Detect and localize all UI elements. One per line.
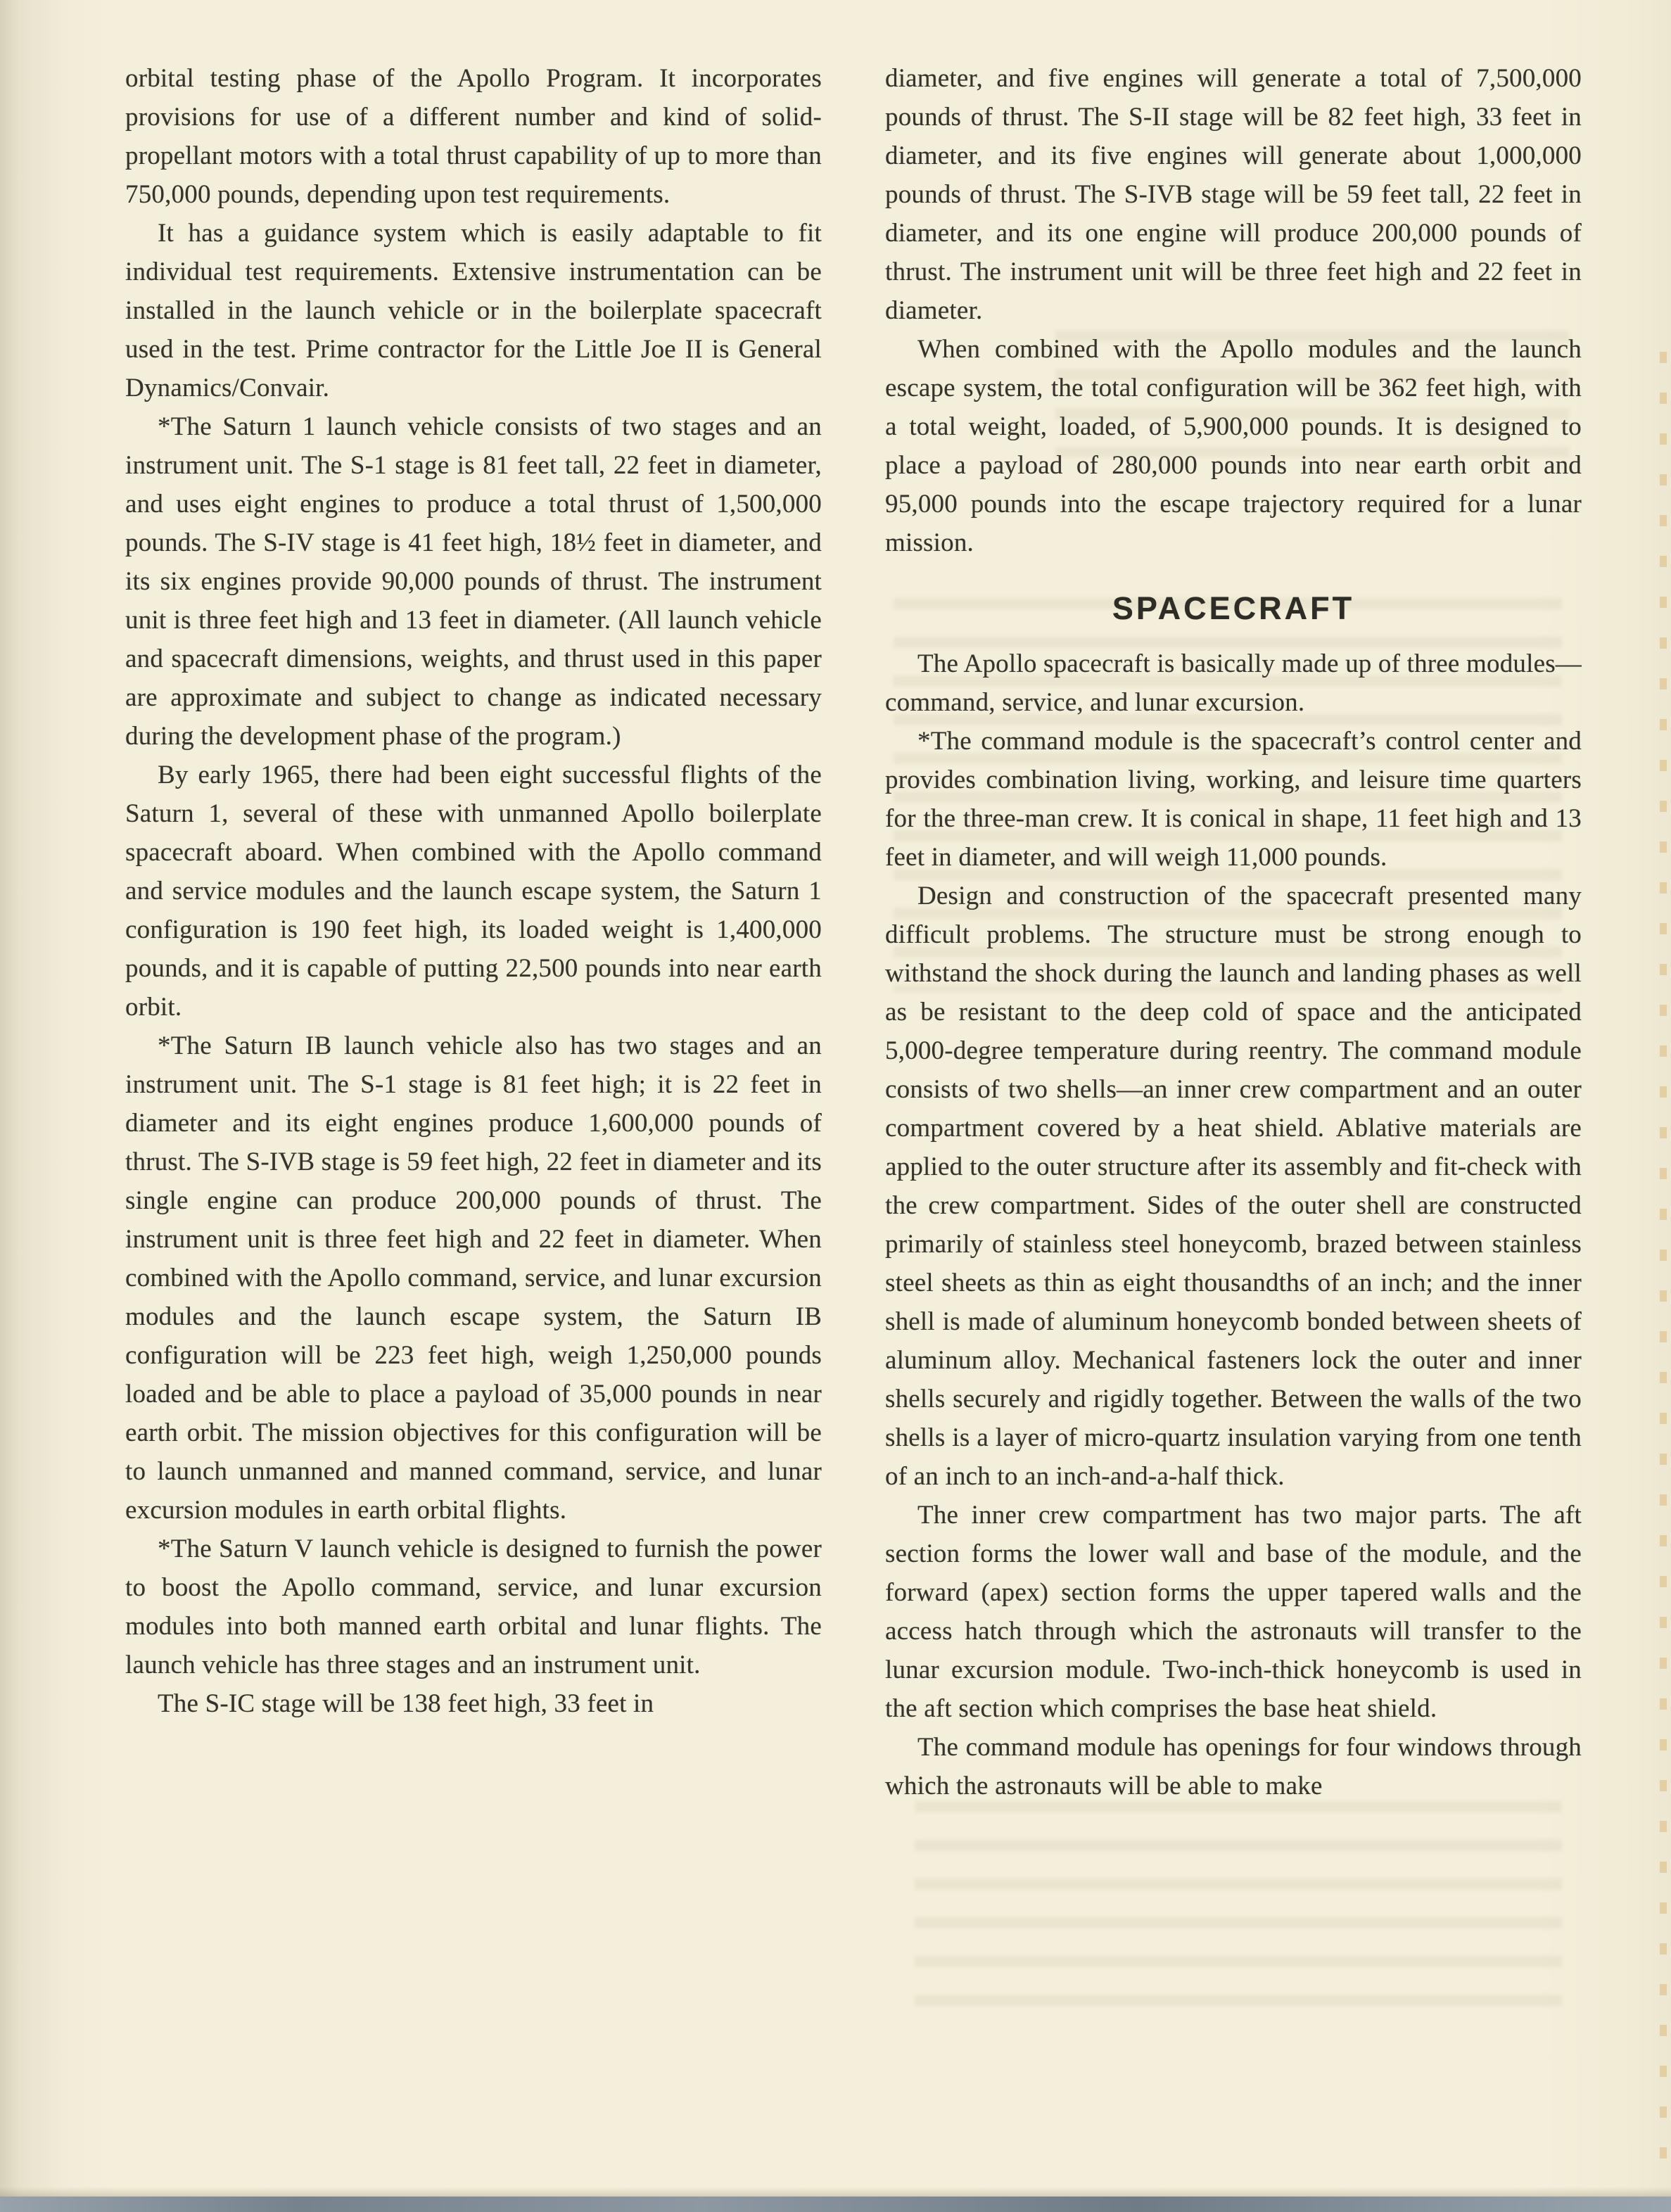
paragraph: diameter, and five engines will generate a total of 7,500,000 pounds of thrust. The S-II stage will be 82 feet high, 33 feet in diameter, and its five engines will generate about 1,000,000 pounds of thrust. The S-IVB stage will be 59 feet tall, 22 feet in diameter, and its one engine will produce 200,000 pounds of thrust. The instrument unit will be three feet high and 22 feet in diameter. <box>885 64 1582 325</box>
paragraph: It has a guidance system which is easily adaptable to fit individual test requirements. Extensive instrumentation can be installed in the launch vehicle or in the boilerplate spacecraft used in the test. Prime contractor for the Little Joe II is General Dynamics/Convair. <box>125 219 822 402</box>
left-column <box>125 59 822 1723</box>
paragraph: *The command module is the spacecraft’s control center and provides combination living, working, and leisure time quarters for the three-man crew. It is conical in shape, 11 feet high and 13 feet in diameter, and will weigh 11,000 pounds. <box>885 727 1582 872</box>
section-heading-spacecraft: SPACECRAFT <box>1112 590 1355 626</box>
paragraph: By early 1965, there had been eight successful flights of the Saturn 1, several of these with unmanned Apollo boilerplate spacecraft aboard. When combined with the Apollo command and service modules and the launch escape system, the Saturn 1 configuration is 190 feet high, its loaded weight is 1,400,000 pounds, and it is capable of putting 22,500 pounds into near earth orbit. <box>125 761 822 1022</box>
right-column <box>885 59 1582 1805</box>
paragraph: The command module has openings for four windows through which the astronauts will be able to make <box>885 1733 1582 1800</box>
paragraph: When combined with the Apollo modules and the launch escape system, the total configuration will be 362 feet high, with a total weight, loaded, of 5,900,000 pounds. It is designed to place a payload of 280,000 pounds into near earth orbit and 95,000 pounds into the escape trajectory required for a lunar mission. <box>885 335 1582 557</box>
paragraph: Design and construction of the spacecraft presented many difficult problems. The structure must be strong enough to withstand the shock during the launch and landing phases as well as be resistant to the deep cold of space and the anticipated 5,000-degree temperature during reentry. The command module consists of two shells—an inner crew compartment and an outer compartment covered by a heat shield. Ablative materials are applied to the outer structure after its assembly and fit-check with the crew compartment. Sides of the outer shell are constructed primarily of stainless steel honeycomb, brazed between stainless steel sheets as thin as eight thousandths of an inch; and the inner shell is made of aluminum honeycomb bonded between sheets of aluminum alloy. Mechanical fasteners lock the outer and inner shells securely and rigidly together. Between the walls of the two shells is a layer of micro-quartz insulation varying from one tenth of an inch to an inch-and-a-half thick. <box>885 882 1582 1491</box>
paragraph: orbital testing phase of the Apollo Program. It incorporates provisions for use of a different number and kind of solid-propellant motors with a total thrust capability of up to more than 750,000 pounds, depending upon test requirements. <box>125 64 822 209</box>
bleed-through-artifact <box>915 1801 1562 2033</box>
paragraph: *The Saturn IB launch vehicle also has two stages and an instrument unit. The S-1 stage is 81 feet high; it is 22 feet in diameter and its eight engines produce 1,600,000 pounds of thrust. The S-IVB stage is 59 feet high, 22 feet in diameter and its single engine can produce 200,000 pounds of thrust. The instrument unit is three feet high and 22 feet in diameter. When combined with the Apollo command, service, and lunar excursion modules and the launch escape system, the Saturn IB configuration will be 223 feet high, weigh 1,250,000 pounds loaded and be able to place a payload of 35,000 pounds in near earth orbit. The mission objectives for this configuration will be to launch unmanned and manned command, service, and lunar excursion modules in earth orbital flights. <box>125 1031 822 1525</box>
scan-fold-marks <box>1660 352 1667 2170</box>
paragraph: The S-IC stage will be 138 feet high, 33 feet in <box>158 1689 654 1718</box>
paragraph: *The Saturn 1 launch vehicle consists of two stages and an instrument unit. The S-1 stage is 81 feet tall, 22 feet in diameter, and uses eight engines to produce a total thrust of 1,500,000 pounds. The S-IV stage is 41 feet high, 18½ feet in diameter, and its six engines provide 90,000 pounds of thrust. The instrument unit is three feet high and 13 feet in diameter. (All launch vehicle and spacecraft dimensions, weights, and thrust used in this paper are approximate and subject to change as indicated necessary during the development phase of the program.) <box>125 412 822 751</box>
paragraph: *The Saturn V launch vehicle is designed to furnish the power to boost the Apollo command, service, and lunar excursion modules into both manned earth orbital and lunar flights. The launch vehicle has three stages and an instrument unit. <box>125 1534 822 1679</box>
paragraph: The inner crew compartment has two major parts. The aft section forms the lower wall and base of the module, and the forward (apex) section forms the upper tapered walls and the access hatch through which the astronauts will transfer to the lunar excursion module. Two-inch-thick honeycomb is used in the aft section which comprises the base heat shield. <box>885 1501 1582 1723</box>
paragraph: The Apollo spacecraft is basically made up of three modules—command, service, and lunar excursion. <box>885 649 1582 717</box>
scan-bottom-edge <box>0 2197 1671 2212</box>
